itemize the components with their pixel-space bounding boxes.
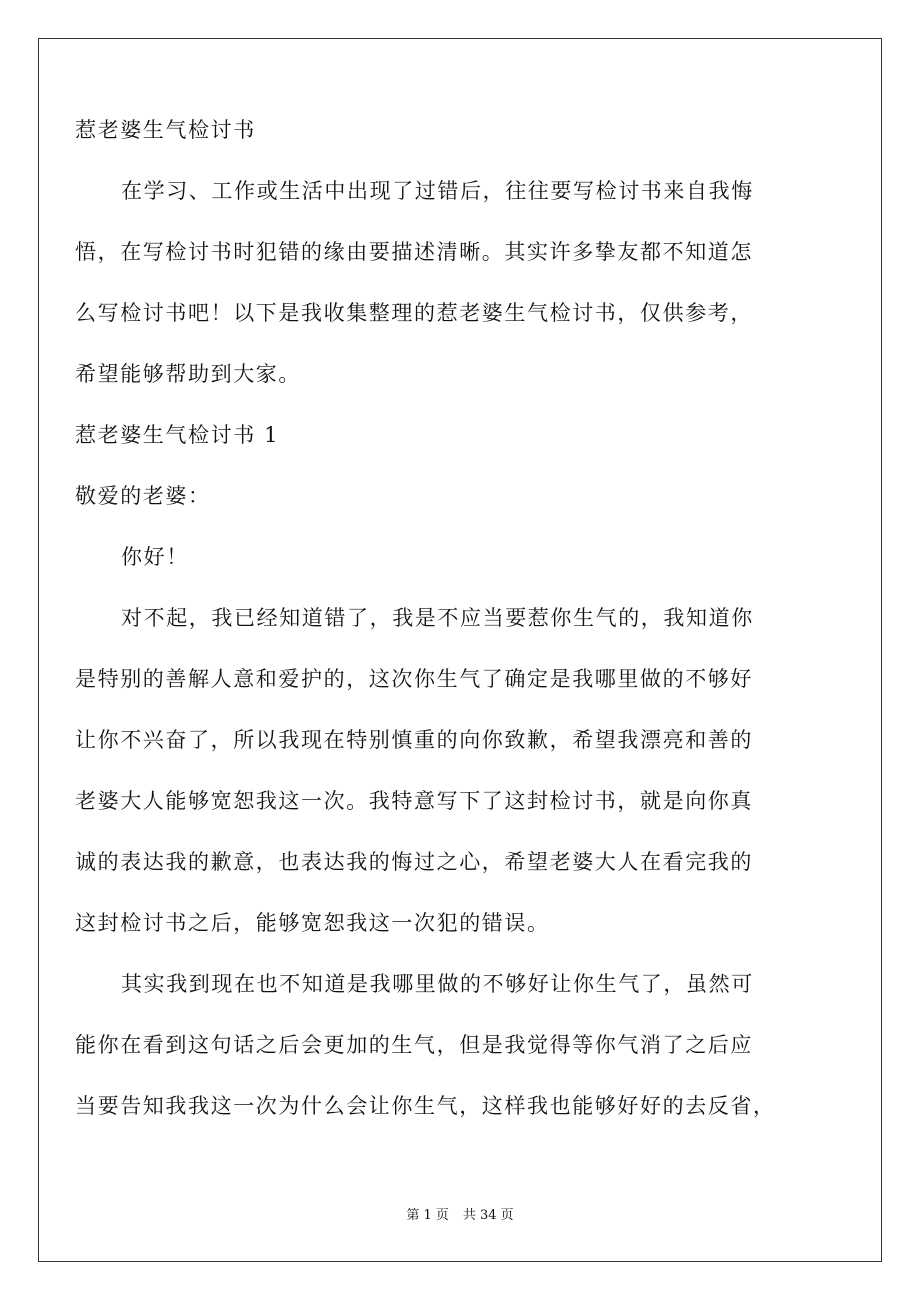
paragraph-line: 诚的表达我的歉意，也表达我的悔过之心，希望老婆大人在看完我的 [75, 850, 753, 874]
paragraph-line: 让你不兴奋了，所以我现在特别慎重的向你致歉，希望我漂亮和善的 [75, 728, 753, 752]
paragraph-line: 对不起，我已经知道错了，我是不应当要惹你生气的，我知道你 [121, 606, 754, 630]
paragraph-line: 当要告知我我这一次为什么会让你生气，这样我也能够好好的去反省， [75, 1094, 776, 1118]
paragraph-line: 这封检讨书之后，能够宽恕我这一次犯的错误。 [75, 911, 550, 935]
page-number: 第 1 页 [406, 1208, 449, 1223]
paragraph-line: 老婆大人能够宽恕我这一次。我特意写下了这封检讨书，就是向你真 [75, 789, 753, 813]
document-title: 惹老婆生气检讨书 [75, 118, 256, 142]
salutation: 敬爱的老婆： [75, 484, 211, 508]
section-title: 惹老婆生气检讨书 1 [75, 423, 280, 447]
body-paragraph-1 [75, 588, 775, 954]
body-paragraph-2 [75, 954, 775, 1137]
intro-paragraph [75, 161, 775, 405]
page-footer [0, 1207, 920, 1225]
greeting: 你好！ [121, 545, 189, 569]
document-body [75, 100, 775, 1137]
page-total: 共 34 页 [462, 1208, 514, 1223]
intro-line: 悟，在写检讨书时犯错的缘由要描述清晰。其实许多挚友都不知道怎 [75, 240, 753, 264]
paragraph-line: 能你在看到这句话之后会更加的生气，但是我觉得等你气消了之后应 [75, 1033, 753, 1057]
intro-line: 么写检讨书吧！以下是我收集整理的惹老婆生气检讨书，仅供参考， [75, 301, 753, 325]
paragraph-line: 是特别的善解人意和爱护的，这次你生气了确定是我哪里做的不够好 [75, 667, 753, 691]
intro-line: 希望能够帮助到大家。 [75, 362, 301, 386]
intro-line: 在学习、工作或生活中出现了过错后，往往要写检讨书来自我悔 [121, 179, 754, 203]
paragraph-line: 其实我到现在也不知道是我哪里做的不够好让你生气了，虽然可 [121, 972, 754, 996]
